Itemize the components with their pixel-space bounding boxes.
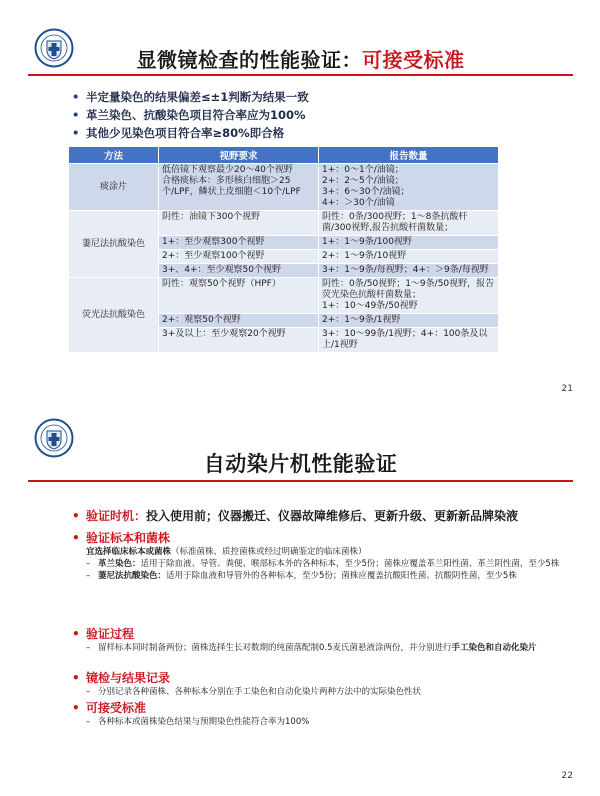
slide-title: 自动染片机性能验证 [203, 452, 398, 476]
view-cell: 3+及以上：至少观察20个视野 [159, 328, 319, 353]
view-cell: 1+：至少观察300个视野 [159, 236, 319, 250]
slide-title: 显微镜检查的性能验证：可接受标准 [136, 48, 465, 72]
slide-21 [20, 18, 581, 393]
column-header: 视野要求 [159, 147, 319, 164]
view-cell: 阴性：油镜下300个视野 [159, 211, 319, 236]
criteria-bullets [72, 88, 309, 142]
view-cell: 3+、4+：至少观察50个视野 [159, 264, 319, 278]
title-underline [28, 480, 573, 482]
bullet-item: • 半定量染色的结果偏差≤±1判断为结果一致 [72, 88, 309, 106]
smear-criteria-table [68, 146, 499, 353]
report-cell: 1+：1～9条/100视野 [319, 236, 499, 250]
table-row [69, 164, 499, 211]
title-underline [28, 74, 573, 76]
table-header-row [69, 147, 499, 164]
method-cell: 荧光法抗酸染色 [69, 278, 159, 353]
method-cell: 痰涂片 [69, 164, 159, 211]
view-cell: 阴性：观察50个视野（HPF） [159, 278, 319, 314]
view-cell: 低倍镜下观察最少20～40个视野 合格痰标本：多形核白细胞＞25个/LPF，鳞状上皮细胞＜10个/LPF [159, 164, 319, 211]
report-cell: 3+：1～9条/每视野；4+：＞9条/每视野 [319, 264, 499, 278]
report-cell: 1+：0～1个/油镜； 2+：2～5个/油镜； 3+：6～30个/油镜； 4+：＞30个/油镜 [319, 164, 499, 211]
section-criteria: • 可接受标准 – 各种标本或菌株染色结果与预期染色性能符合率为100% [72, 700, 561, 728]
bullet-item: • 其他少见染色项目符合率≥80%即合格 [72, 124, 309, 142]
report-cell: 2+：1～9条/1视野 [319, 314, 499, 328]
bullet-item: • 革兰染色、抗酸染色项目符合率应为100% [72, 106, 309, 124]
table-row [69, 278, 499, 314]
report-cell: 3+：10～99条/1视野；4+：100条及以上/1视野 [319, 328, 499, 353]
section-specimen: • 验证标本和菌株 宜选择临床标本或菌株（标准菌株、质控菌株或经过明确鉴定的临床菌株） – 革兰染色：适用于除血液、导管、粪便、喉部标本外的各种标本，至少5份；菌株应覆盖革兰阳性菌、革兰阴性菌，至少5株 – 萋尼法抗酸染色：适用于除血液和导管外的各种标本，至少5份；菌株应覆盖抗酸阳性菌、抗酸阴性菌，至少5株 [72, 530, 561, 582]
report-cell: 阴性：0条/300视野；1～8条抗酸杆菌/300视野,报告抗酸杆菌数量； [319, 211, 499, 236]
section-timing: • 验证时机：投入使用前；仪器搬迁、仪器故障维修后、更新升级、更新新品牌染液 [72, 508, 561, 524]
column-header: 报告数量 [319, 147, 499, 164]
section-records: • 镜检与结果记录 – 分别记录各种菌株、各种标本分别在手工染色和自动化染片两种方法中的实际染色性状 [72, 670, 561, 698]
report-cell: 2+：1～9条/10视野 [319, 250, 499, 264]
view-cell: 2+：观察50个视野 [159, 314, 319, 328]
table-row [69, 211, 499, 236]
method-cell: 萋尼法抗酸染色 [69, 211, 159, 278]
view-cell: 2+：至少观察100个视野 [159, 250, 319, 264]
report-cell: 阴性：0条/50视野；1～9条/50视野，报告荧光染色抗酸杆菌数量； 1+：10～49条/50视野 [319, 278, 499, 314]
slide-22 [20, 408, 581, 788]
page-number: 21 [561, 384, 573, 394]
section-process: • 验证过程 – 留样标本同时制备两份；菌株选择生长对数期的纯菌落配制0.5麦氏菌悬液涂两份，并分别进行手工染色和自动化染片 [72, 626, 561, 654]
page-number: 22 [561, 771, 573, 781]
column-header: 方法 [69, 147, 159, 164]
